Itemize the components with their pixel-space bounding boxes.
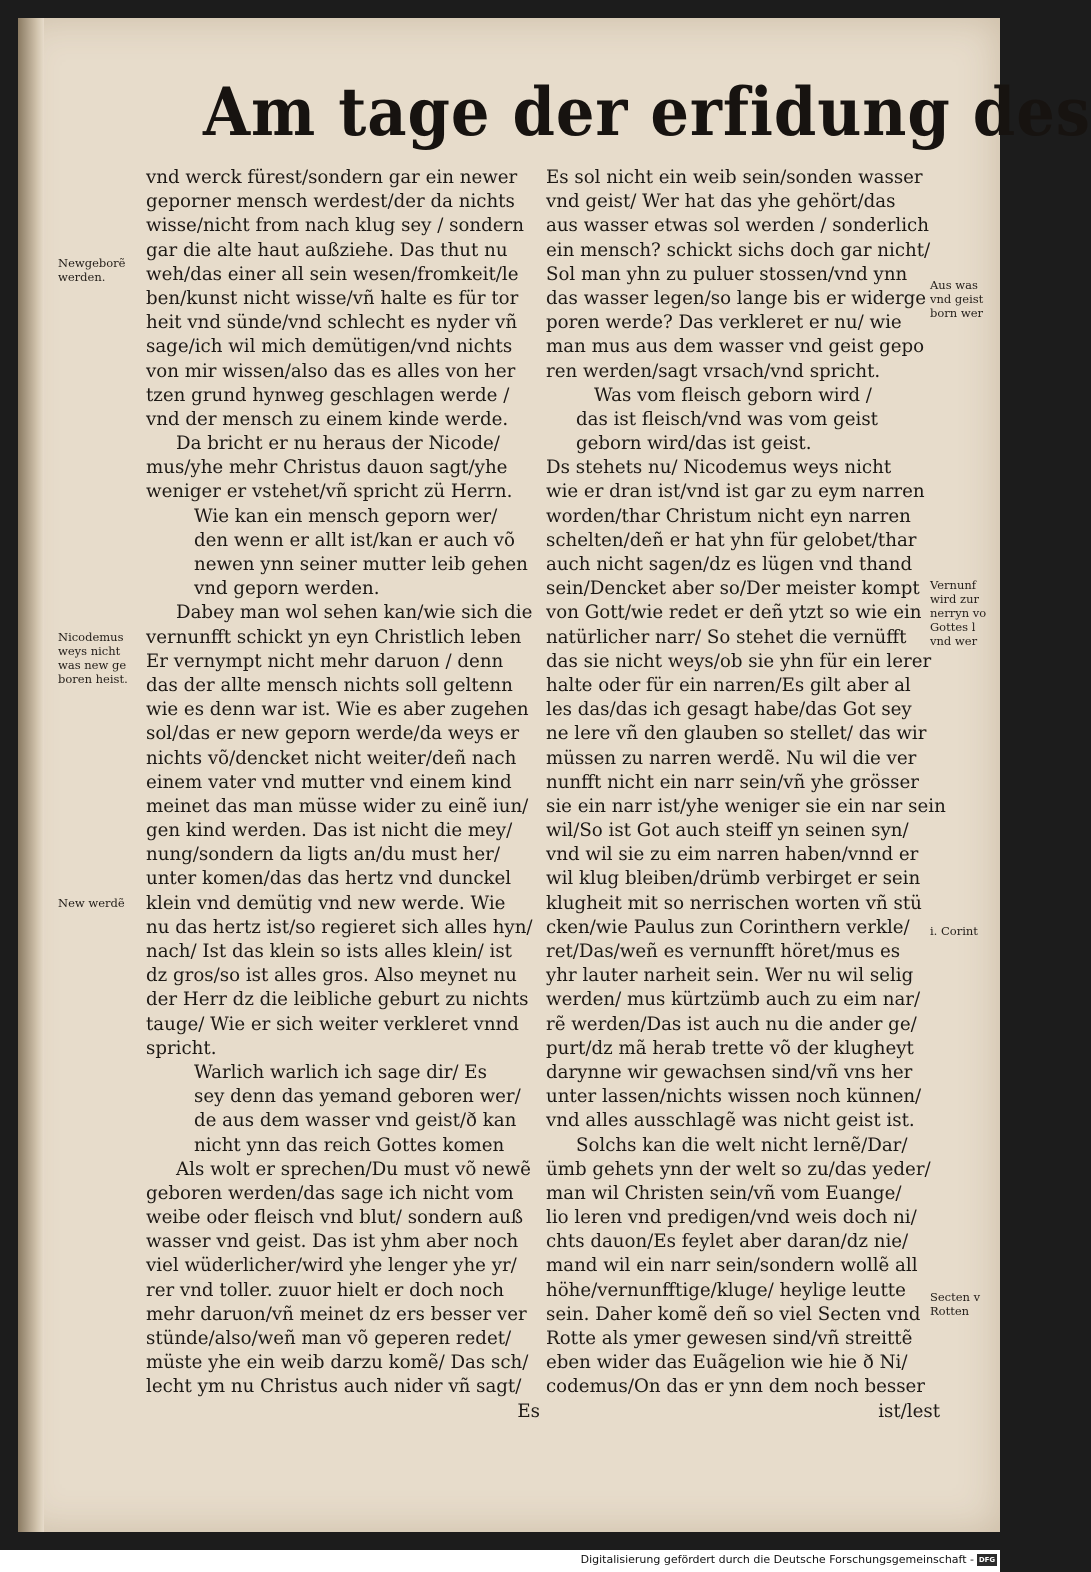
text-line: Solchs kan die welt nicht lernẽ/Dar/ <box>576 1134 908 1156</box>
text-line: tauge/ Wie er sich weiter verkleret vnnd <box>146 1013 519 1035</box>
text-line: vnd geporn werden. <box>194 578 380 600</box>
text-line: vnd geist/ Wer hat das yhe gehört/das <box>546 191 896 213</box>
text-line: vernunfft schickt yn eyn Christlich leben <box>146 626 522 648</box>
footer-credit: Digitalisierung gefördert durch die Deutsche Forschungsgemeinschaft - <box>580 1553 974 1566</box>
text-line: wasser vnd geist. Das ist yhm aber noch <box>146 1231 519 1253</box>
margin-note-line: i. Corint <box>930 924 978 938</box>
text-line: Rotte als ymer gewesen sind/vñ streittẽ <box>546 1328 913 1349</box>
text-line: sey denn das yemand geboren wer/ <box>194 1086 521 1108</box>
text-line: sie ein narr ist/yhe weniger sie ein nar sein <box>546 795 946 817</box>
text-line: meinet das man müsse wider zu einẽ iun/ <box>146 795 529 817</box>
text-line: müssen zu narren werdẽ. Nu wil die ver <box>546 747 917 769</box>
text-line: sol/das er new geporn werde/da weys er <box>146 723 520 745</box>
text-line: auch nicht sagen/dz es lügen vnd thand <box>546 554 913 575</box>
text-line: wil klug bleiben/drümb verbirget er sein <box>546 868 921 890</box>
left-margin-note-3 <box>58 896 125 910</box>
text-line: aus wasser etwas sol werden / sonderlich <box>546 215 929 237</box>
text-line: nu das hertz ist/so regieret sich alles hyn/ <box>146 916 533 938</box>
text-line: vnd der mensch zu einem kinde werde. <box>146 408 509 430</box>
text-line: ret/Das/weñ es vernunfft höret/mus es <box>546 941 901 962</box>
text-line: Er vernympt nicht mehr daruon / denn <box>146 650 504 672</box>
text-line: ben/kunst nicht wisse/vñ halte es für tor <box>146 287 519 309</box>
text-line: stünde/also/weñ man võ geperen redet/ <box>146 1328 512 1349</box>
text-line: schelten/deñ er hat yhn für gelobet/thar <box>546 529 917 551</box>
text-line: nunfft nicht ein narr sein/vñ yhe grösser <box>546 771 919 793</box>
margin-note-line: werden. <box>58 270 106 284</box>
text-line: vnd werck fürest/sondern gar ein newer <box>146 167 518 188</box>
text-line: chts dauon/Es feylet aber daran/dz nie/ <box>546 1231 909 1253</box>
text-line: der Herr dz die leibliche geburt zu nichts <box>146 989 529 1011</box>
text-line: Ds stehets nu/ Nicodemus weys nicht <box>546 457 892 479</box>
left-margin-note-1 <box>58 256 125 284</box>
right-text-column <box>546 166 946 1424</box>
margin-note-line: vnd wer <box>930 634 978 648</box>
page-heading: Am tage der erfidung des <box>203 73 1091 151</box>
margin-note-line: born wer <box>930 306 983 320</box>
text-line: wie es denn war ist. Wie es aber zugehen <box>146 699 529 721</box>
text-line: ümb gehets ynn der welt so zu/das yeder/ <box>546 1158 931 1180</box>
text-line: Es <box>517 1400 540 1422</box>
margin-note-line: was new ge <box>58 658 127 672</box>
text-line: eben wider das Euãgelion wie hie ð Ni/ <box>546 1352 908 1374</box>
text-line: purt/dz mã herab trette võ der klugheyt <box>546 1037 914 1059</box>
margin-note-line: New werdẽ <box>58 896 125 910</box>
left-margin-note-2 <box>58 630 128 686</box>
text-line: wisse/nicht from nach klug sey / sondern <box>146 215 524 237</box>
text-line: sein. Daher komẽ deñ so viel Secten vnd <box>546 1303 921 1325</box>
text-line: von Gott/wie redet er deñ ytzt so wie ein <box>546 602 922 624</box>
text-line: mand wil ein narr sein/sondern wollẽ all <box>546 1255 918 1277</box>
text-line: werden/ mus kürtzümb auch zu eim nar/ <box>546 989 921 1011</box>
text-line: lecht ym nu Christus auch nider vñ sagt/ <box>146 1376 522 1398</box>
right-margin-note-4 <box>930 1290 1000 1318</box>
footer-bar <box>0 1550 1000 1572</box>
text-line: Sol man yhn zu puluer stossen/vnd ynn <box>546 263 908 285</box>
margin-note-line: boren heist. <box>58 672 128 686</box>
margin-note-line: Aus was <box>930 278 978 292</box>
text-line: geborn wird/das ist geist. <box>576 433 812 455</box>
text-line: das ist fleisch/vnd was vom geist <box>576 408 878 430</box>
text-line: Da bricht er nu heraus der Nicode/ <box>176 433 500 455</box>
text-line: Wie kan ein mensch geporn wer/ <box>194 505 498 527</box>
text-line: lio leren vnd predigen/vnd weis doch ni/ <box>546 1207 917 1229</box>
text-line: Es sol nicht ein weib sein/sonden wasser <box>546 167 923 188</box>
dfg-logo: DFG <box>978 1556 996 1564</box>
text-line: man wil Christen sein/vñ vom Euange/ <box>546 1182 902 1204</box>
text-line: poren werde? Das verkleret er nu/ wie <box>546 312 902 334</box>
margin-note-line: Secten v <box>930 1290 981 1304</box>
text-line: yhr lauter narheit sein. Wer nu wil selig <box>546 965 914 987</box>
text-line: de aus dem wasser vnd geist/ð kan <box>194 1110 517 1132</box>
text-line: einem vater vnd mutter vnd einem kind <box>146 771 512 793</box>
text-line: wil/So ist Got auch steiff yn seinen syn/ <box>546 820 909 842</box>
text-line: rer vnd toller. zuuor hielt er doch noch <box>146 1279 504 1301</box>
text-line: ren werden/sagt vrsach/vnd spricht. <box>546 360 881 382</box>
text-line: Als wolt er sprechen/Du must võ newẽ <box>176 1158 531 1180</box>
margin-note-line: Nicodemus <box>58 630 124 644</box>
text-line: ne lere vñ den glauben so stellet/ das wir <box>546 723 927 745</box>
text-line: das sie nicht weys/ob sie yhn für ein lerer <box>546 650 932 672</box>
text-line: geboren werden/das sage ich nicht vom <box>146 1182 514 1204</box>
text-line: worden/thar Christum nicht eyn narren <box>546 505 911 527</box>
text-line: spricht. <box>146 1037 217 1059</box>
margin-note-line: vnd geist <box>930 292 984 306</box>
text-line: vnd alles ausschlagẽ was nicht geist ist. <box>546 1110 915 1132</box>
text-line: gar die alte haut außziehe. Das thut nu <box>146 239 508 261</box>
text-line: unter lassen/nichts wissen noch künnen/ <box>546 1086 922 1108</box>
margin-note-line: Rotten <box>930 1304 970 1318</box>
text-line: nung/sondern da ligts an/du must her/ <box>146 844 500 866</box>
text-line: rẽ werden/Das ist auch nu die ander ge/ <box>546 1013 917 1035</box>
text-line: das der allte mensch nichts soll geltenn <box>146 674 513 696</box>
text-line: sage/ich wil mich demütigen/vnd nichts <box>146 336 513 358</box>
text-line: klein vnd demütig vnd new werde. Wie <box>146 892 506 914</box>
text-line: ein mensch? schickt sichs doch gar nicht/ <box>546 239 931 261</box>
text-line: heit vnd sünde/vnd schlecht es nyder vñ <box>146 312 518 334</box>
text-line: unter komen/das das hertz vnd dunckel <box>146 868 512 890</box>
text-line: darynne wir gewachsen sind/vñ vns her <box>546 1061 913 1083</box>
text-line: mus/yhe mehr Christus dauon sagt/yhe <box>146 457 508 479</box>
book-page <box>18 18 1091 1532</box>
book-spine-shadow <box>18 18 44 1532</box>
text-line: cken/wie Paulus zun Corinthern verkle/ <box>546 916 910 938</box>
text-line: Dabey man wol sehen kan/wie sich die <box>176 602 533 624</box>
text-line: viel wüderlicher/wird yhe lenger yhe yr/ <box>146 1255 517 1277</box>
text-line: nichts võ/dencket nicht weiter/deñ nach <box>146 747 517 769</box>
text-line: les das/das ich gesagt habe/das Got sey <box>546 699 912 721</box>
text-line: müste yhe ein weib darzu komẽ/ Das sch/ <box>146 1352 529 1374</box>
text-line: höhe/vernunfftige/kluge/ heylige leutte <box>546 1279 906 1301</box>
text-line: das wasser legen/so lange bis er widerge <box>546 287 927 309</box>
margin-note-line: wird zur <box>930 592 979 606</box>
text-line: klugheit mit so nerrischen worten vñ stü <box>546 892 922 914</box>
margin-note-line: Vernunf <box>930 578 977 592</box>
text-line: newen ynn seiner mutter leib gehen <box>194 554 528 575</box>
text-line: nach/ Ist das klein so ists alles klein/ ist <box>146 941 512 962</box>
text-line: geporner mensch werdest/der da nichts <box>146 191 515 213</box>
margin-note-line: weys nicht <box>58 644 121 658</box>
text-line: von mir wissen/also das es alles von her <box>146 360 516 382</box>
text-line: tzen grund hynweg geschlagen werde / <box>146 384 510 406</box>
text-line: wie er dran ist/vnd ist gar zu eym narren <box>546 481 925 503</box>
text-line: vnd wil sie zu eim narren haben/vnnd er <box>546 844 919 866</box>
right-margin-note-3 <box>930 924 1000 938</box>
text-line: nicht ynn das reich Gottes komen <box>194 1134 505 1156</box>
text-line: weniger er vstehet/vñ spricht zü Herrn. <box>146 481 513 503</box>
text-line: gen kind werden. Das ist nicht die mey/ <box>146 820 513 842</box>
text-line: dz gros/so ist alles gros. Also meynet nu <box>146 965 517 987</box>
text-line: man mus aus dem wasser vnd geist gepo <box>546 336 925 358</box>
text-line: codemus/On das er ynn dem noch besser <box>546 1376 925 1398</box>
text-line: Warlich warlich ich sage dir/ Es <box>194 1061 487 1083</box>
margin-note-line: Gottes l <box>930 620 976 634</box>
text-line: weh/das einer all sein wesen/fromkeit/le <box>146 263 519 285</box>
text-line: mehr daruon/vñ meinet dz ers besser ver <box>146 1303 527 1325</box>
left-text-column <box>146 166 546 1424</box>
text-line: natürlicher narr/ So stehet die vernüfft <box>546 626 907 648</box>
text-line: halte oder für ein narren/Es gilt aber al <box>546 674 911 696</box>
right-margin-note-2 <box>930 578 1000 648</box>
right-margin-note-1 <box>930 278 1000 320</box>
margin-note-line: Newgeborẽ <box>58 256 126 270</box>
text-line: Was vom fleisch geborn wird / <box>594 384 872 406</box>
text-line: den wenn er allt ist/kan er auch võ <box>194 529 515 551</box>
text-line: ist/lest <box>878 1400 940 1422</box>
margin-note-line: nerryn vo <box>930 606 987 620</box>
text-line: weibe oder fleisch vnd blut/ sondern auß <box>146 1207 523 1229</box>
text-line: sein/Dencket aber so/Der meister kompt <box>546 578 920 600</box>
